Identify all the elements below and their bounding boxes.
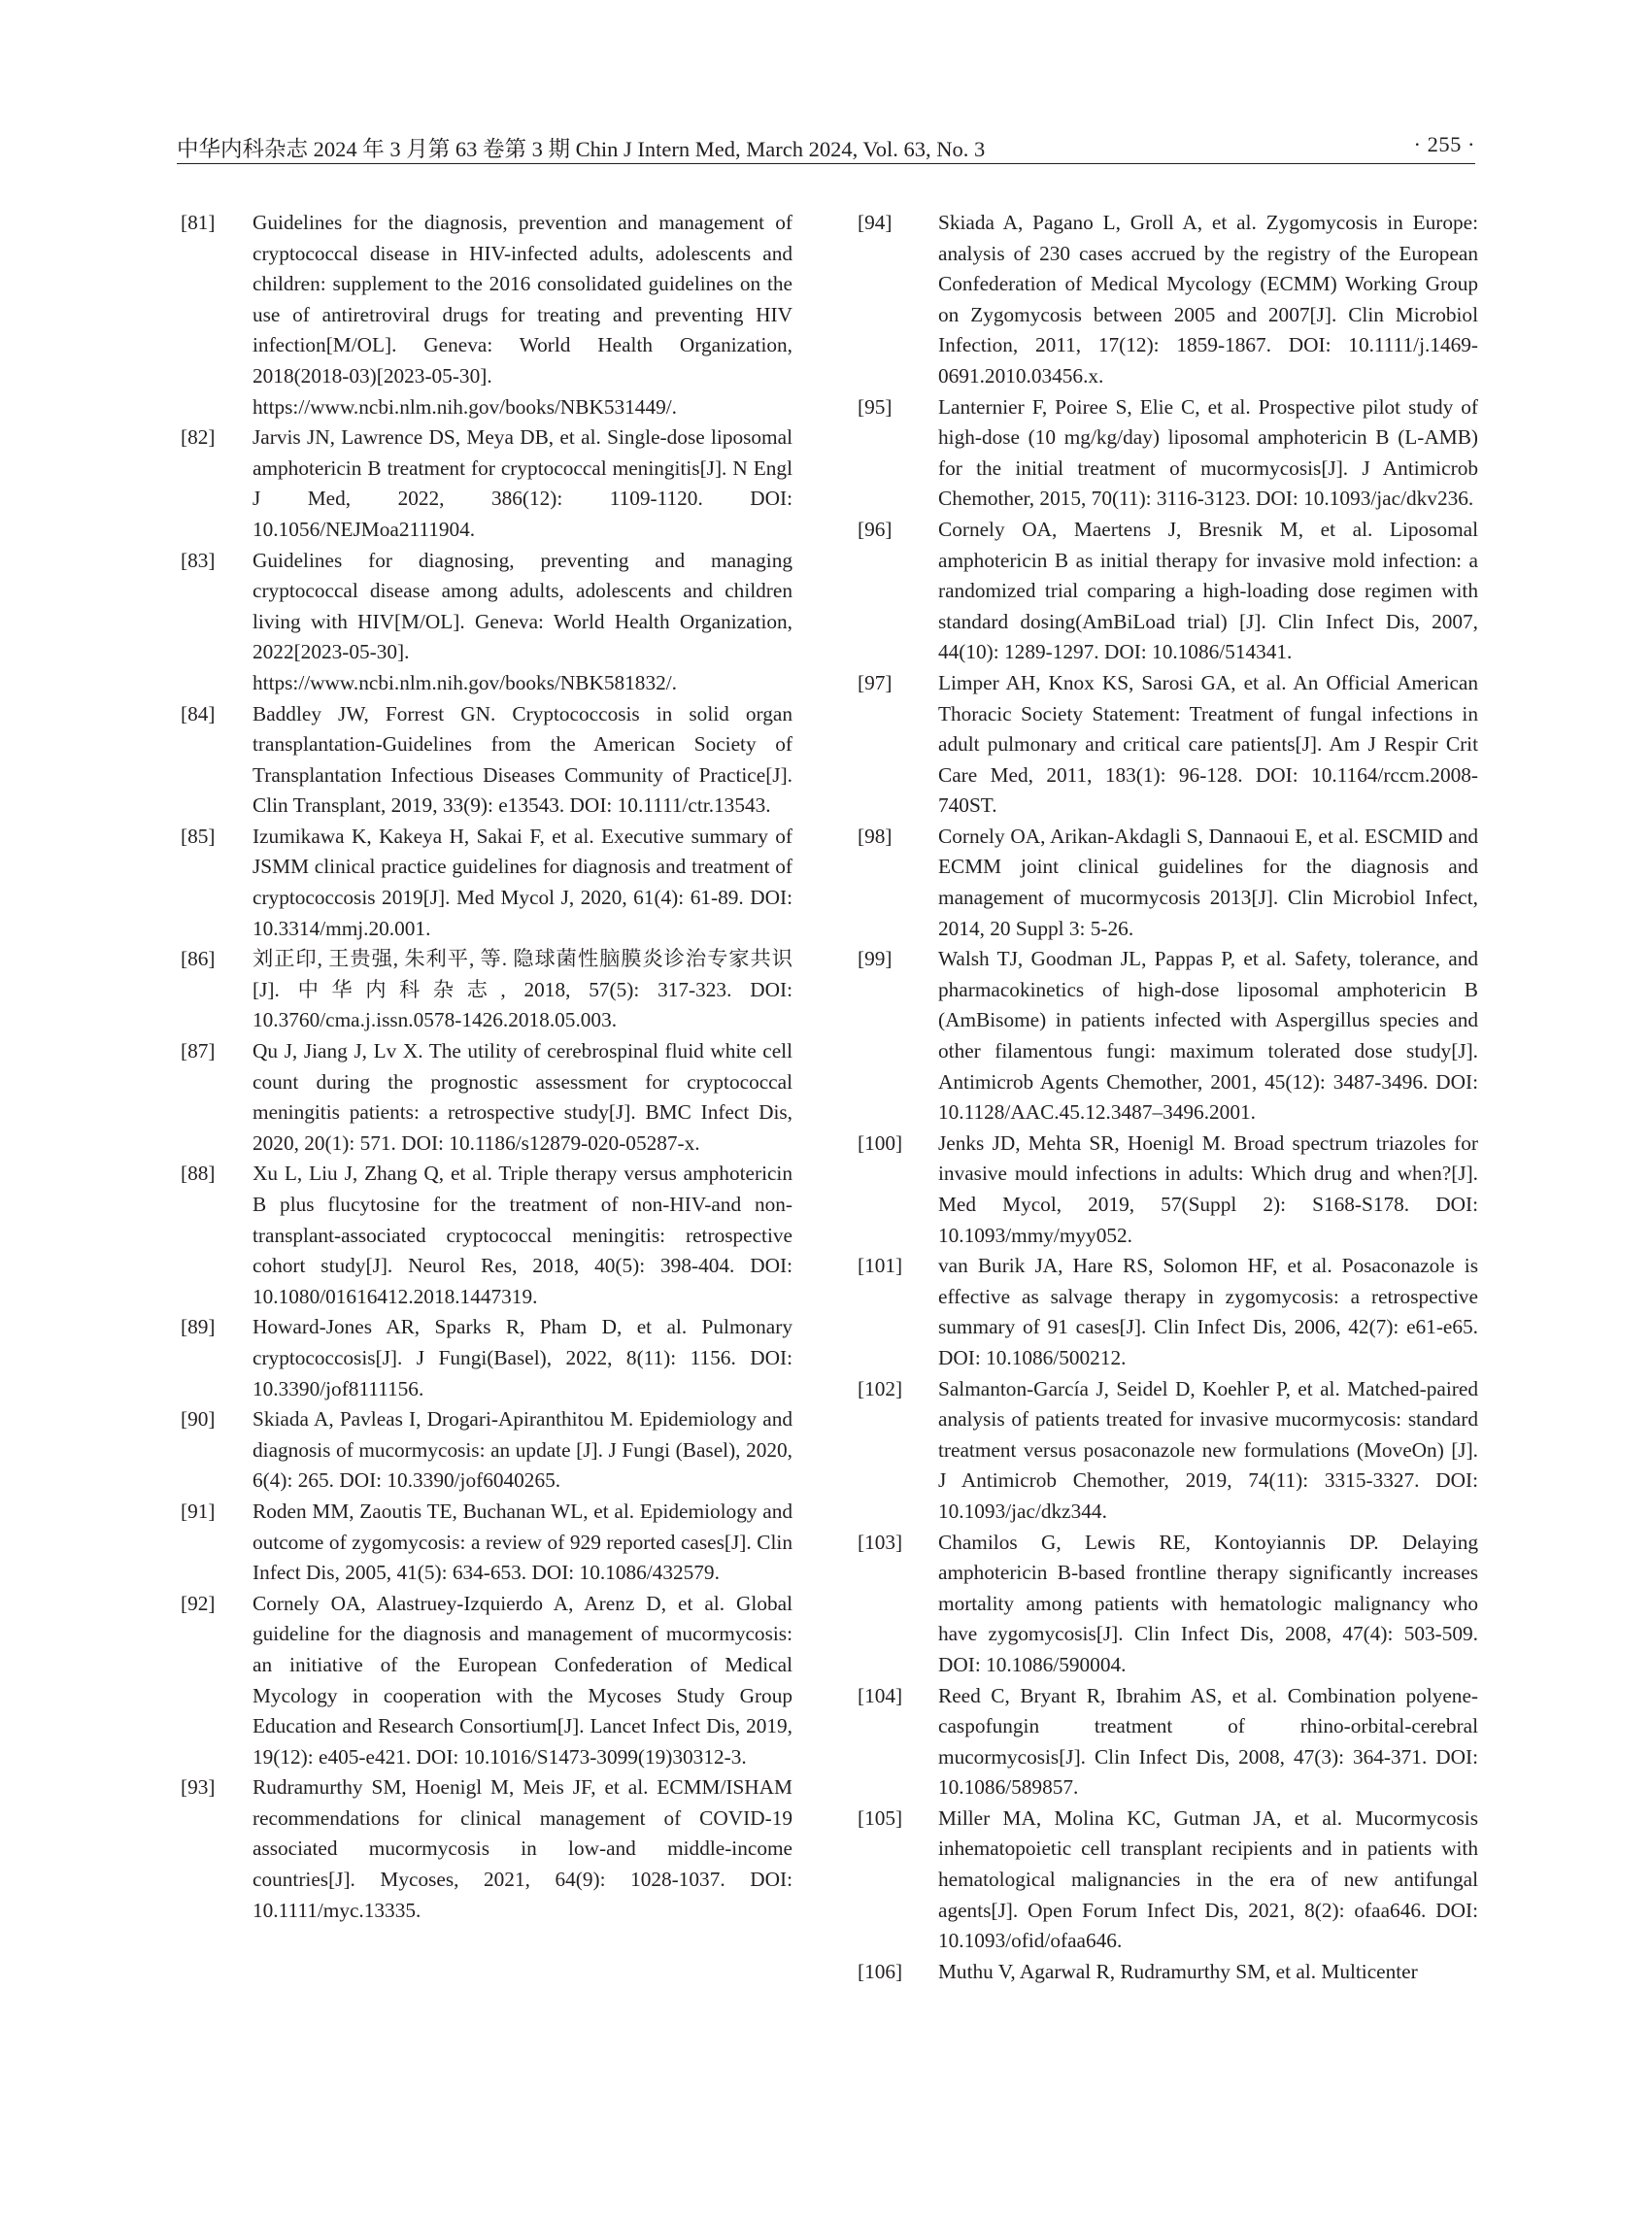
reference-text: Baddley JW, Forrest GN. Cryptococcosis in solid organ transplantation-Guidelines from the American Society of Transplantation Infectious Diseases Community of Practice[J]. Clin Transplant, 2019, 33(9): e13543. DOI: 10.1111/ctr.13543. xyxy=(253,701,792,818)
reference-number: [101] xyxy=(858,1254,903,1278)
reference-number: [83] xyxy=(181,548,216,572)
reference-number: [100] xyxy=(858,1130,903,1155)
reference-item xyxy=(181,1589,792,1773)
reference-text: Jarvis JN, Lawrence DS, Meya DB, et al. Single-dose liposomal amphotericin B treatment for cryptococcal meningitis[J]. N Engl J Med, 2022, 386(12): 1109-1120. DOI: 10.1056/NEJMoa2111904. xyxy=(253,425,792,541)
reference-number: [86] xyxy=(181,947,216,971)
reference-number: [103] xyxy=(858,1530,903,1554)
reference-item xyxy=(858,392,1478,515)
reference-item xyxy=(858,1804,1478,1957)
reference-item xyxy=(181,546,792,699)
reference-number: [95] xyxy=(858,394,893,419)
reference-text: Roden MM, Zaoutis TE, Buchanan WL, et al. Epidemiology and outcome of zygomycosis: a review of 929 reported cases[J]. Clin Infect Dis, 2005, 41(5): 634-653. DOI: 10.1086/432579. xyxy=(253,1499,792,1585)
reference-text: Reed C, Bryant R, Ibrahim AS, et al. Combination polyene-caspofungin treatment of rhino-orbital-cerebral mucormycosis[J]. Clin Infect Dis, 2008, 47(3): 364-371. DOI: 10.1086/589857. xyxy=(938,1683,1478,1800)
running-header xyxy=(177,132,1475,165)
page-number: · 255 · xyxy=(1413,132,1475,156)
reference-text: Guidelines for diagnosing, preventing and managing cryptococcal disease among adults, adolescents and children living with HIV[M/OL]. Geneva: World Health Organization, 2022[2023-05-30]. https://www.ncbi.nlm.nih.gov/books/NBK581832/. xyxy=(253,548,792,694)
reference-item xyxy=(858,822,1478,944)
reference-item xyxy=(181,822,792,944)
reference-column-left xyxy=(181,208,792,1926)
reference-text: Cornely OA, Alastruey-Izquierdo A, Arenz D, et al. Global guideline for the diagnosis and management of mucormycosis: an initiative of the European Confederation of Medical Mycology in cooperation with the Mycoses Study Group Education and Research Consortium[J]. Lancet Infect Dis, 2019, 19(12): e405-e421. DOI: 10.1016/S1473-3099(19)30312-3. xyxy=(253,1591,792,1769)
reference-number: [88] xyxy=(181,1162,216,1186)
reference-number: [87] xyxy=(181,1039,216,1063)
reference-text: Walsh TJ, Goodman JL, Pappas P, et al. Safety, tolerance, and pharmacokinetics of high-dose liposomal amphotericin B (AmBisome) in patients infected with Aspergillus species and other filamentous fungi: maximum tolerated dose study[J]. Antimicrob Agents Chemother, 2001, 45(12): 3487-3496. DOI: 10.1128/AAC.45.12.3487–3496.2001. xyxy=(938,947,1478,1125)
reference-item xyxy=(858,668,1478,822)
reference-item xyxy=(181,422,792,545)
reference-item xyxy=(181,1036,792,1159)
reference-text: 刘正印, 王贵强, 朱利平, 等. 隐球菌性脑膜炎诊治专家共识[J]. 中华内科杂志, 2018, 57(5): 317-323. DOI: 10.3760/cma.j.issn.0578-1426.2018.05.003. xyxy=(253,947,792,1032)
reference-number: [91] xyxy=(181,1499,216,1523)
reference-number: [99] xyxy=(858,947,893,971)
reference-item xyxy=(181,1404,792,1497)
reference-number: [93] xyxy=(181,1775,216,1800)
reference-number: [90] xyxy=(181,1407,216,1432)
reference-item xyxy=(858,1129,1478,1251)
header-divider xyxy=(177,163,1475,164)
reference-text: Muthu V, Agarwal R, Rudramurthy SM, et al. Multicenter xyxy=(938,1959,1418,1983)
reference-text: Cornely OA, Arikan-Akdagli S, Dannaoui E, et al. ESCMID and ECMM joint clinical guidelines for the diagnosis and management of mucormycosis 2013[J]. Clin Microbiol Infect, 2014, 20 Suppl 3: 5-26. xyxy=(938,824,1478,940)
reference-text: Skiada A, Pagano L, Groll A, et al. Zygomycosis in Europe: analysis of 230 cases accrued by the registry of the European Confederation of Medical Mycology (ECMM) Working Group on Zygomycosis between 2005 and 2007[J]. Clin Microbiol Infection, 2011, 17(12): 1859-1867. DOI: 10.1111/j.1469-0691.2010.03456.x. xyxy=(938,211,1478,388)
reference-item xyxy=(181,699,792,822)
reference-text: Howard-Jones AR, Sparks R, Pham D, et al. Pulmonary cryptococcosis[J]. J Fungi(Basel), 2022, 8(11): 1156. DOI: 10.3390/jof8111156. xyxy=(253,1315,792,1400)
reference-number: [102] xyxy=(858,1376,903,1400)
reference-item xyxy=(181,1312,792,1404)
journal-citation-line: 中华内科杂志 2024 年 3 月第 63 卷第 3 期 Chin J Intern Med, March 2024, Vol. 63, No. 3 xyxy=(177,137,986,161)
reference-item xyxy=(181,944,792,1036)
reference-text: Salmanton-García J, Seidel D, Koehler P, et al. Matched-paired analysis of patients treated for invasive mucormycosis: standard treatment versus posaconazole new formulations (MoveOn) [J]. J Antimicrob Chemother, 2019, 74(11): 3315-3327. DOI: 10.1093/jac/dkz344. xyxy=(938,1376,1478,1523)
reference-number: [85] xyxy=(181,824,216,848)
reference-text: Izumikawa K, Kakeya H, Sakai F, et al. Executive summary of JSMM clinical practice guidelines for diagnosis and treatment of cryptococcosis 2019[J]. Med Mycol J, 2020, 61(4): 61-89. DOI: 10.3314/mmj.20.001. xyxy=(253,824,792,940)
reference-text: Skiada A, Pavleas I, Drogari-Apiranthitou M. Epidemiology and diagnosis of mucormycosis: an update [J]. J Fungi (Basel), 2020, 6(4): 265. DOI: 10.3390/jof6040265. xyxy=(253,1407,792,1493)
reference-text: Cornely OA, Maertens J, Bresnik M, et al. Liposomal amphotericin B as initial therapy for invasive mold infection: a randomized trial comparing a high-loading dose regimen with standard dosing(AmBiLoad trial) [J]. Clin Infect Dis, 2007, 44(10): 1289-1297. DOI: 10.1086/514341. xyxy=(938,517,1478,664)
reference-text: Limper AH, Knox KS, Sarosi GA, et al. An Official American Thoracic Society Statement: Treatment of fungal infections in adult pulmonary and critical care patients[J]. Am J Respir Crit Care Med, 2011, 183(1): 96-128. DOI: 10.1164/rccm.2008-740ST. xyxy=(938,670,1478,818)
reference-number: [84] xyxy=(181,701,216,725)
reference-item xyxy=(181,1159,792,1312)
reference-text: Rudramurthy SM, Hoenigl M, Meis JF, et al. ECMM/ISHAM recommendations for clinical management of COVID-19 associated mucormycosis in low-and middle-income countries[J]. Mycoses, 2021, 64(9): 1028-1037. DOI: 10.1111/myc.13335. xyxy=(253,1775,792,1922)
reference-number: [98] xyxy=(858,824,893,848)
reference-item xyxy=(181,1497,792,1589)
reference-item xyxy=(858,944,1478,1129)
reference-text: Xu L, Liu J, Zhang Q, et al. Triple therapy versus amphotericin B plus flucytosine for the treatment of non-HIV-and non-transplant-associated cryptococcal meningitis: retrospective cohort study[J]. Neurol Res, 2018, 40(5): 398-404. DOI: 10.1080/01616412.2018.1447319. xyxy=(253,1162,792,1308)
reference-column-right xyxy=(858,208,1478,1987)
reference-number: [92] xyxy=(181,1591,216,1615)
reference-text: Lanternier F, Poiree S, Elie C, et al. Prospective pilot study of high-dose (10 mg/kg/day) liposomal amphotericin B (L-AMB) for the initial treatment of mucormycosis[J]. J Antimicrob Chemother, 2015, 70(11): 3116-3123. DOI: 10.1093/jac/dkv236. xyxy=(938,394,1478,511)
reference-item xyxy=(858,515,1478,668)
reference-item xyxy=(858,1681,1478,1804)
reference-text: Miller MA, Molina KC, Gutman JA, et al. Mucormycosis inhematopoietic cell transplant recipients and in patients with hematological malignancies in the era of new antifungal agents[J]. Open Forum Infect Dis, 2021, 8(2): ofaa646. DOI: 10.1093/ofid/ofaa646. xyxy=(938,1805,1478,1953)
reference-item xyxy=(181,1772,792,1926)
reference-number: [106] xyxy=(858,1959,903,1983)
reference-number: [89] xyxy=(181,1315,216,1339)
reference-number: [104] xyxy=(858,1683,903,1707)
reference-text: Guidelines for the diagnosis, prevention and management of cryptococcal disease in HIV-infected adults, adolescents and children: supplement to the 2016 consolidated guidelines on the use of antiretroviral drugs for treating and preventing HIV infection[M/OL]. Geneva: World Health Organization, 2018(2018-03)[2023-05-30]. https://www.ncbi.nlm.nih.gov/books/NBK531449/. xyxy=(253,211,792,419)
reference-item xyxy=(858,208,1478,392)
reference-text: van Burik JA, Hare RS, Solomon HF, et al. Posaconazole is effective as salvage therapy in zygomycosis: a retrospective summary of 91 cases[J]. Clin Infect Dis, 2006, 42(7): e61-e65. DOI: 10.1086/500212. xyxy=(938,1254,1478,1369)
reference-number: [96] xyxy=(858,517,893,541)
reference-number: [94] xyxy=(858,211,893,234)
reference-item xyxy=(858,1374,1478,1528)
reference-text: Chamilos G, Lewis RE, Kontoyiannis DP. Delaying amphotericin B-based frontline therapy significantly increases mortality among patients with hematologic malignancy who have zygomycosis[J]. Clin Infect Dis, 2008, 47(4): 503-509. DOI: 10.1086/590004. xyxy=(938,1530,1478,1676)
reference-item xyxy=(181,208,792,422)
reference-item xyxy=(858,1528,1478,1681)
reference-item xyxy=(858,1251,1478,1373)
reference-text: Jenks JD, Mehta SR, Hoenigl M. Broad spectrum triazoles for invasive mould infections in adults: Which drug and when?[J]. Med Mycol, 2019, 57(Suppl 2): S168-S178. DOI: 10.1093/mmy/myy052. xyxy=(938,1130,1478,1247)
reference-number: [81] xyxy=(181,211,216,234)
reference-number: [97] xyxy=(858,670,893,694)
reference-number: [105] xyxy=(858,1805,903,1830)
reference-text: Qu J, Jiang J, Lv X. The utility of cerebrospinal fluid white cell count during the prognostic assessment for cryptococcal meningitis patients: a retrospective study[J]. BMC Infect Dis, 2020, 20(1): 571. DOI: 10.1186/s12879-020-05287-x. xyxy=(253,1039,792,1155)
reference-item xyxy=(858,1957,1478,1988)
reference-number: [82] xyxy=(181,425,216,450)
